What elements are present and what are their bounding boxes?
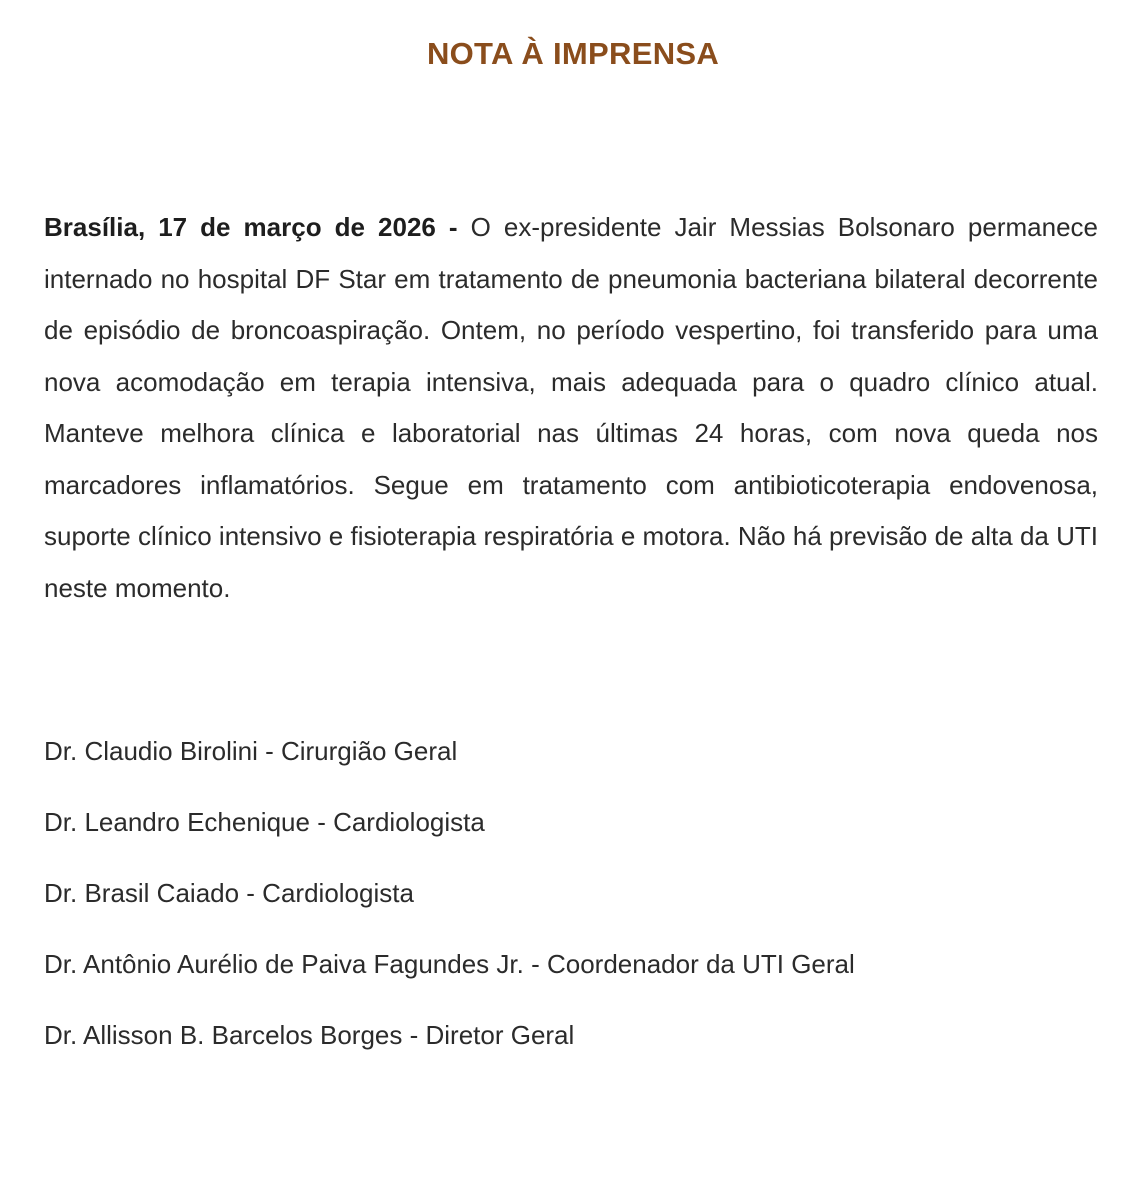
signatory-item: Dr. Brasil Caiado - Cardiologista <box>44 878 414 908</box>
statement-lead: Brasília, 17 de março de 2026 - <box>44 212 458 242</box>
statement-text: O ex-presidente Jair Messias Bolsonaro permanece internado no hospital DF Star em tratamento de pneumonia bacteriana bilateral decorrente de episódio de broncoaspiração. Ontem, no período vespertino, foi transferido para uma nova acomodação em terapia intensiva, mais adequada para o quadro clínico atual. Manteve melhora clínica e laboratorial nas últimas 24 horas, com nova queda nos marcadores inflamatórios. Segue em tratamento com antibioticoterapia endovenosa, suporte clínico intensivo e fisioterapia respiratória e motora. Não há previsão de alta da UTI neste momento. <box>44 212 1098 603</box>
signatories-list <box>44 730 1104 1085</box>
page-title: NOTA À IMPRENSA <box>426 36 720 71</box>
signatory-item: Dr. Antônio Aurélio de Paiva Fagundes Jr. - Coordenador da UTI Geral <box>44 949 855 979</box>
signatory-item: Dr. Claudio Birolini - Cirurgião Geral <box>44 736 458 766</box>
statement-paragraph <box>44 202 1098 614</box>
signatory-item: Dr. Allisson B. Barcelos Borges - Diretor Geral <box>44 1020 575 1050</box>
signatory-item: Dr. Leandro Echenique - Cardiologista <box>44 807 485 837</box>
